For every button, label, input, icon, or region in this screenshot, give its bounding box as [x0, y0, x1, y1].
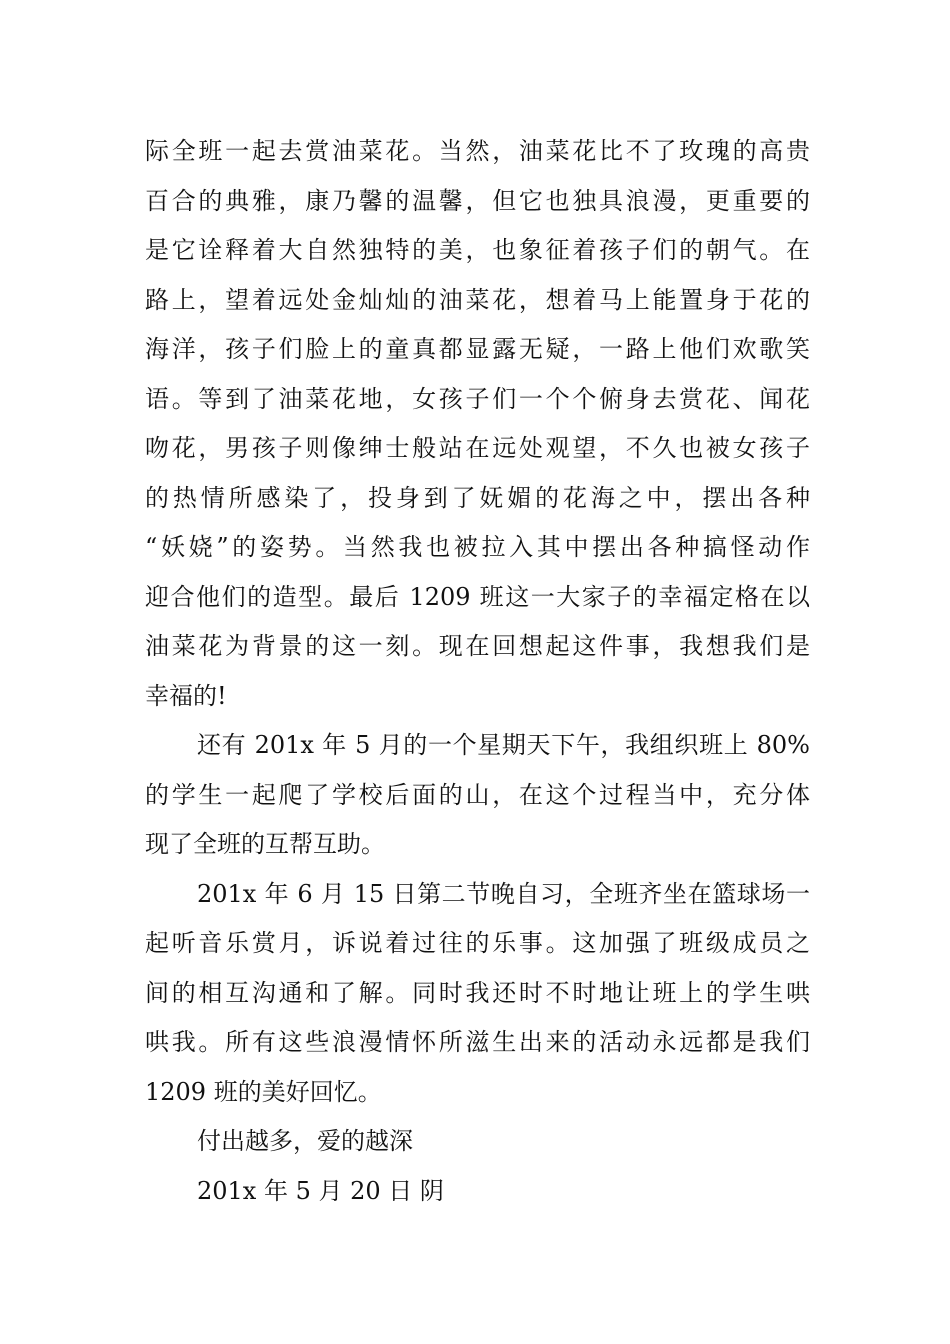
text-line: 迎合他们的造型。最后 1209 班这一大家子的幸福定格在以	[145, 582, 810, 611]
text-line: 还有 201x 年 5 月的一个星期天下午，我组织班上 80%	[197, 731, 810, 759]
text-line: 语。等到了油菜花地，女孩子们一个个俯身去赏花、闻花	[145, 384, 810, 413]
diary-date: 201x 年 5 月 20 日 阴	[197, 1176, 444, 1205]
text-line: 的学生一起爬了学校后面的山，在这个过程当中，充分体	[145, 780, 810, 809]
text-line: 起听音乐赏月，诉说着过往的乐事。这加强了班级成员之	[145, 929, 810, 957]
text-line: 路上，望着远处金灿灿的油菜花，想着马上能置身于花的	[145, 285, 810, 314]
text-line: 油菜花为背景的这一刻。现在回想起这件事，我想我们是	[145, 632, 810, 660]
text-line: “妖娆”的姿势。当然我也被拉入其中摆出各种搞怪动作	[145, 533, 810, 561]
text-line: 是它诠释着大自然独特的美，也象征着孩子们的朝气。在	[145, 236, 810, 264]
section-heading: 付出越多，爱的越深	[197, 1127, 413, 1155]
text-line: 201x 年 6 月 15 日第二节晚自习，全班齐坐在篮球场一	[197, 879, 810, 908]
text-line: 海洋，孩子们脸上的童真都显露无疑，一路上他们欢歌笑	[145, 335, 810, 363]
text-line: 际全班一起去赏油菜花。当然，油菜花比不了玫瑰的高贵	[145, 137, 810, 165]
text-line: 吻花，男孩子则像绅士般站在远处观望，不久也被女孩子	[145, 434, 810, 462]
text-line: 1209 班的美好回忆。	[145, 1077, 382, 1106]
text-line: 百合的典雅，康乃馨的温馨，但它也独具浪漫，更重要的	[145, 186, 810, 215]
text-line: 现了全班的互帮互助。	[145, 830, 385, 858]
text-line: 的热情所感染了，投身到了妩媚的花海之中，摆出各种	[145, 483, 810, 512]
text-line: 间的相互沟通和了解。同时我还时不时地让班上的学生哄	[145, 978, 810, 1007]
text-line: 幸福的!	[145, 681, 227, 710]
text-line: 哄我。所有这些浪漫情怀所滋生出来的活动永远都是我们	[145, 1028, 810, 1056]
body-text	[145, 127, 810, 1216]
